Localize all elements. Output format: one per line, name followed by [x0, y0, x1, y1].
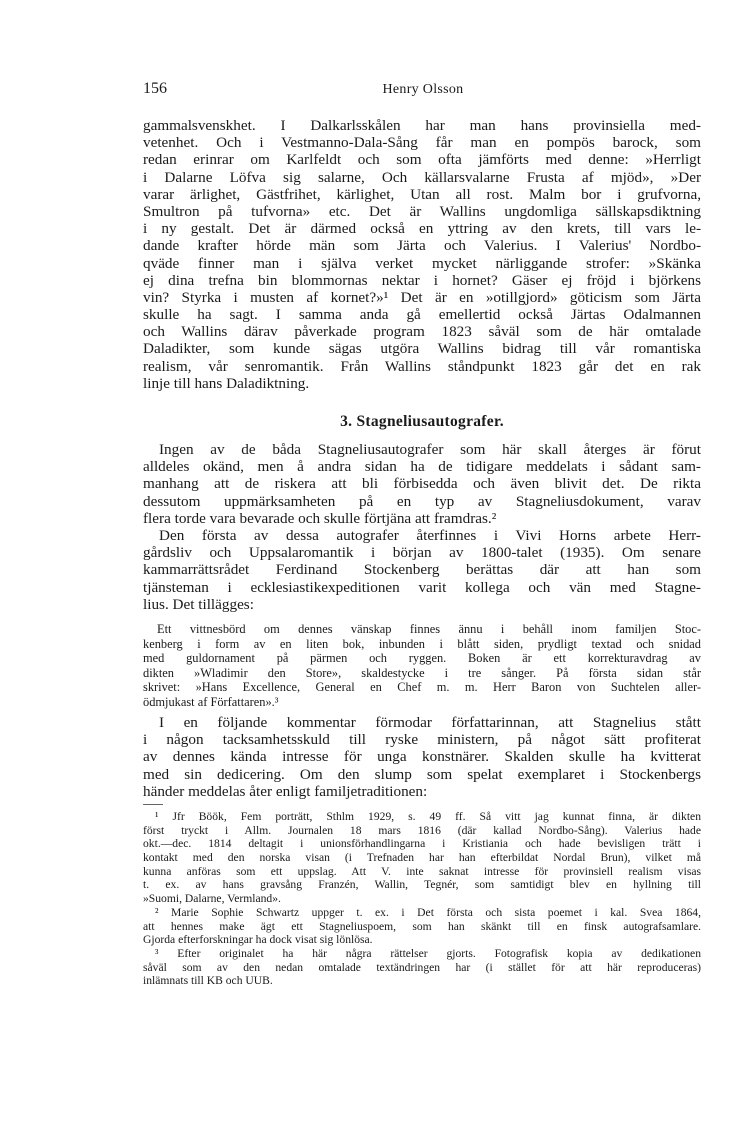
page-number: 156: [143, 80, 167, 97]
text-line: Daladikter, som kunde sägas utgöra Wallins bidrag till vår romantiska: [143, 340, 701, 358]
footnote-line: »Suomi, Dalarne, Vermland».: [143, 892, 281, 906]
footnote-line: ² Marie Sophie Schwartz uppger t. ex. i Det första och sista poemet i kal. Svea 1864,: [155, 905, 701, 919]
text-line: manhang att de riskera att bli förbisedda och även blivit det. De rikta: [143, 475, 701, 493]
text-line: tjänsteman i ecklesiastikexpeditionen varit kollega och vän med Stagne-: [143, 578, 701, 596]
text-line: qväde finner man i själva verket mycket närliggande strofer: »Skänka: [143, 254, 701, 272]
text-line: vin? Styrka i musten af kornet?»¹ Det är en »otillgjord» göticism som Järta: [143, 288, 701, 306]
footnote-line: inlämnats till KB och UUB.: [143, 974, 273, 988]
paragraph-4: [143, 714, 701, 800]
text-line: ej dina trefna bin blommornas nektar i hornet? Gäser ej fröjd i björkens: [143, 271, 701, 289]
text-line: skulle ha sagt. I samma anda gå emellertid också Järtas Odalmannen: [143, 306, 701, 324]
quote-line: dikten »Wladimir den Store», skaldestycke i tre sånger. På första sidan står: [143, 665, 701, 680]
footnote-line: ¹ Jfr Böök, Fem porträtt, Sthlm 1929, s. 49 ff. Så vitt jag kunnat finna, är dikten: [155, 810, 701, 823]
text-line: alldeles okänd, men å andra sidan ha de tidigare meddelats i sådant sam-: [143, 458, 701, 476]
text-line: med sin dedicering. Om den slump som spelat exemplaret i Stockenbergs: [143, 765, 701, 783]
text-line: Ingen av de båda Stagneliusautografer som här skall återges är förut: [159, 441, 701, 458]
block-quote: [143, 622, 701, 710]
footnote-line: såväl som av den nedan omtalade textändringen har (i stället för att här reproduceras): [143, 960, 701, 974]
page-header: [143, 80, 703, 102]
paragraph-1: [143, 117, 701, 392]
text-line: i ny gestalt. Det är därmed också en yttring av den krets, till vars le-: [143, 220, 701, 238]
quote-line: med guldornament på pärmen och ryggen. Boken är ett korrekturavdrag av: [143, 651, 701, 666]
footnote-separator: [143, 804, 163, 805]
footnote-line: ³ Efter originalet ha här några rättelser gjorts. Fotografisk kopia av dedikationen: [155, 946, 701, 960]
text-line: vetenhet. Och i Vestmanno-Dala-Sång får man en pompös barock, som: [143, 134, 701, 152]
footnote-line: först tryckt i Allm. Journalen 18 mars 1816 (där kallad Nordbo-Sång). Valerius hade: [143, 823, 701, 837]
footnotes: [143, 810, 701, 988]
text-line: flera torde vara bevarade och skulle förtjäna att framdras.²: [143, 509, 497, 527]
text-line: lius. Det tillägges:: [143, 595, 254, 613]
paragraph-2: [143, 441, 701, 527]
running-title: Henry Olsson: [382, 82, 464, 97]
quote-line: skrivet: »Hans Excellence, General en Chef m. m. Herr Baron von Suchtelen aller-: [143, 680, 701, 695]
text-line: och Wallins därav påverkade program 1823 såväl som de här omtalade: [143, 323, 701, 341]
footnote-line: kontakt med den norska visan (i Trefnaden har han efterbildat Nordal Brun), vilket må: [143, 851, 701, 865]
footnote-line: att hennes make ägt ett Stagneliuspoem, som han skänkt till en finsk autografsamlare.: [143, 919, 701, 933]
quote-line: ödmjukast af Författaren».³: [143, 694, 279, 709]
text-line: gårdsliv och Uppsalaromantik i början av 1800-talet (1935). Om senare: [143, 544, 701, 562]
text-line: I en följande kommentar förmodar författarinnan, att Stagnelius stått: [159, 714, 701, 731]
text-line: Den första av dessa autografer återfinnes i Vivi Horns arbete Herr-: [159, 527, 701, 544]
text-line: redan erinrar om Karlfeldt och som ofta jämförts med denne: »Herrligt: [143, 151, 701, 169]
footnote-line: okt.—dec. 1814 deltagit i unionsförhandlingarna i Kristiania och hade bevisligen trätt i: [143, 837, 701, 851]
footnote-line: Gjorda efterforskningar ha dock visat sig lönlösa.: [143, 933, 373, 947]
text-line: i Dalarne Löfva sig salarne, Och källarsvalarne Frusta af mjöd», »Der: [143, 168, 701, 186]
footnote-line: kunna anföras som ett uppslag. Att V. inte saknat intresse för provinsiell realism visas: [143, 864, 701, 878]
section-heading: 3. Stagneliusautografer.: [340, 413, 504, 430]
text-line: dande krafter hörde män som Järta och Valerius. I Valerius' Nordbo-: [143, 237, 701, 255]
text-line: Smultron på tufvorna» etc. Det är Wallins ungdomliga sällskapsdiktning: [143, 202, 701, 220]
text-line: i någon tacksamhetsskuld till ryske ministern, på något sätt profiterat: [143, 731, 701, 749]
text-line: gammalsvenskhet. I Dalkarlsskålen har man hans provinsiella med-: [143, 117, 701, 134]
text-line: linje till hans Daladiktning.: [143, 374, 310, 392]
quote-line: Ett vittnesbörd om dennes vänskap finnes ännu i behåll inom familjen Stoc-: [157, 622, 701, 636]
footnote-line: t. ex. av hans gravsång Franzén, Wallin, Tegnér, som samtidigt blev en hyllning till: [143, 878, 701, 892]
text-line: dessutom uppmärksamheten på en typ av Stagneliusdokument, varav: [143, 492, 701, 510]
text-line: av dennes kända intresse för unga konstnärer. Skalden skulle ha kvitterat: [143, 748, 701, 766]
text-line: realism, vår senromantik. Från Wallins ståndpunkt 1823 går det en rak: [143, 357, 701, 375]
quote-line: kenberg i form av en liten bok, inbunden i blått siden, prydligt textad och snidad: [143, 636, 701, 651]
paragraph-3: [143, 527, 701, 613]
text-line: händer meddelas åter enligt familjetraditionen:: [143, 782, 428, 800]
text-line: kammarrättsrådet Ferdinand Stockenberg berättas där att han som: [143, 561, 701, 579]
text-line: varar ärlighet, Gästfrihet, kärlighet, Utan all rost. Malm bor i grufvorna,: [143, 185, 701, 203]
